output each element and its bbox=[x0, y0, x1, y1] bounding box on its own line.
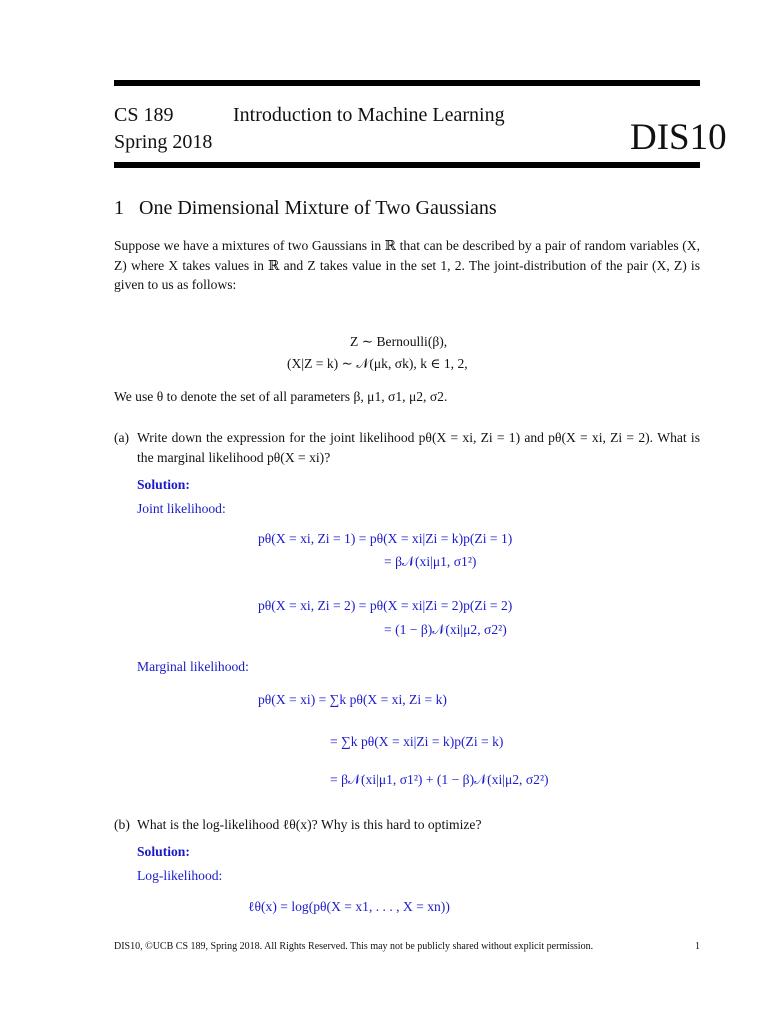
document-code: DIS10 bbox=[630, 117, 727, 158]
joint1-line1: pθ(X = xi, Zi = 1) = pθ(X = xi|Zi = k)p(Zi = 1) bbox=[258, 531, 513, 546]
intro-equation-2: (X|Z = k) ∼ 𝒩(μk, σk), k ∈ 1, 2, bbox=[287, 356, 468, 371]
log-likelihood-label: Log-likelihood: bbox=[137, 868, 223, 883]
header-bottom-rule bbox=[114, 162, 700, 168]
section-heading bbox=[114, 197, 497, 220]
footer-copyright: DIS10, ©UCB CS 189, Spring 2018. All Rights Reserved. This may not be publicly shared without explicit permission. bbox=[114, 941, 594, 952]
marginal-line3: = β𝒩(xi|μ1, σ1²) + (1 − β)𝒩(xi|μ2, σ2²) bbox=[330, 772, 549, 787]
footer-page-number: 1 bbox=[695, 941, 700, 952]
joint2-line1: pθ(X = xi, Zi = 2) = pθ(X = xi|Zi = 2)p(Zi = 2) bbox=[258, 598, 513, 613]
marginal-line1: pθ(X = xi) = ∑k pθ(X = xi, Zi = k) bbox=[258, 692, 447, 707]
course-term: Spring 2018 bbox=[114, 131, 213, 153]
section-title: One Dimensional Mixture of Two Gaussians bbox=[139, 197, 497, 219]
course-title: Introduction to Machine Learning bbox=[233, 104, 505, 126]
course-number: CS 189 bbox=[114, 104, 174, 126]
part-b-solution-label: Solution: bbox=[137, 844, 190, 859]
log-likelihood-equation: ℓθ(x) = log(pθ(X = x1, . . . , X = xn)) bbox=[248, 899, 450, 914]
marginal-line2: = ∑k pθ(X = xi|Zi = k)p(Zi = k) bbox=[330, 734, 504, 749]
parameters-sentence: We use θ to denote the set of all parameters β, μ1, σ1, μ2, σ2. bbox=[114, 389, 448, 404]
part-a-question: Write down the expression for the joint likelihood pθ(X = xi, Zi = 1) and pθ(X = xi, Zi = 2). What is the marginal likelihood pθ(X = xi)? bbox=[137, 430, 700, 465]
marginal-likelihood-label: Marginal likelihood: bbox=[137, 659, 249, 674]
joint-likelihood-label: Joint likelihood: bbox=[137, 501, 226, 516]
part-b-label: (b) bbox=[114, 817, 130, 832]
section-number: 1 bbox=[114, 197, 124, 219]
joint1-line2: = β𝒩(xi|μ1, σ1²) bbox=[384, 554, 477, 569]
intro-paragraph: Suppose we have a mixtures of two Gaussians in ℝ that can be described by a pair of random variables (X, Z) where X takes values in ℝ and Z takes value in the set 1, 2. The joint-distribution of the pair (X, Z) is given to us as follows: bbox=[114, 238, 700, 292]
intro-equation-1: Z ∼ Bernoulli(β), bbox=[350, 334, 448, 349]
part-a-label: (a) bbox=[114, 430, 130, 445]
header-top-rule bbox=[114, 80, 700, 86]
part-b-question: What is the log-likelihood ℓθ(x)? Why is this hard to optimize? bbox=[137, 817, 482, 832]
joint2-line2: = (1 − β)𝒩(xi|μ2, σ2²) bbox=[384, 622, 507, 637]
part-a-solution-label: Solution: bbox=[137, 477, 190, 492]
